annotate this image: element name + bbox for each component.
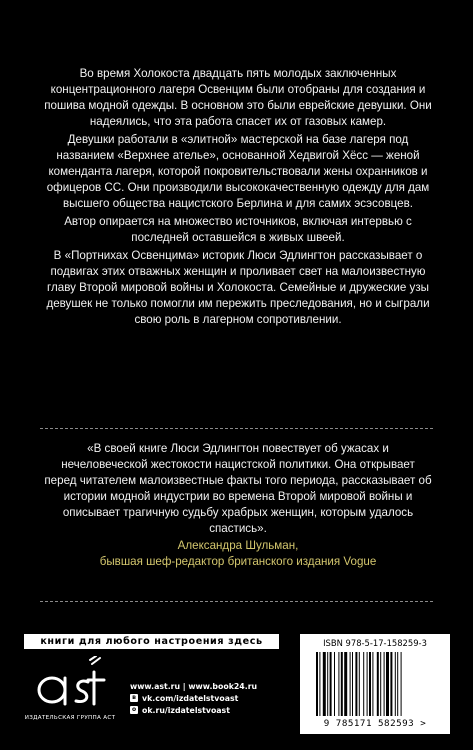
vk-icon: в — [130, 694, 138, 702]
description-paragraph-4: В «Портнихах Освенцима» историк Люси Эдлингтон рассказывает о подвигах этих отважных женщин и проливает свет на малоизвестную главу Второй мировой войны и Холокоста. Семейные и дружеские узы девушек не только помогли им пережить преследования, но и сыграли свою роль в лагерном сопротивлении. — [46, 249, 430, 326]
barcode-number: 9 785171 582593 > — [323, 718, 427, 729]
description-paragraph-1: Во время Холокоста двадцать пять молодых заключенных концентрационного лагеря Освенцим были отобраны для создания и пошива модной одежды. В основном это были еврейские девушки. Они надеялись, что эта работа спасет их от газовых камер. — [44, 67, 432, 128]
quote-attribution — [44, 538, 432, 570]
description-paragraph-3: Автор опирается на множество источников, включая интервью с последней оставшейся в живых швеей. — [64, 215, 412, 244]
website-link-text[interactable]: www.ast.ru | www.book24.ru — [130, 681, 258, 691]
vk-link[interactable] — [130, 692, 290, 704]
quote-author-title: бывшая шеф-редактор британского издания Vogue — [99, 555, 377, 568]
ok-link[interactable] — [130, 704, 290, 716]
book-description — [44, 66, 432, 330]
ast-logo — [30, 656, 110, 714]
review-quote: «В своей книге Люси Эдлингтон повествует об ужасах и нечеловеческой жестокости нацистской политики. Она открывает перед читателем малоизвестные факты того периода, рассказывает об истории модной индустрии во времена Второй мировой войны и описывает трагичную судьбу храбрых женщин, которым удалось спастись». — [44, 442, 432, 535]
tagline-banner: книги для любого настроения здесь — [24, 634, 279, 649]
barcode-icon — [314, 652, 436, 718]
quote-author: Александра Шульман, — [177, 539, 299, 552]
barcode-panel — [300, 634, 450, 734]
vk-link-text[interactable]: vk.com/izdatelstvoast — [142, 693, 239, 703]
ok-icon: о — [131, 706, 137, 713]
description-paragraph-2: Девушки работали в «элитной» мастерской на базе лагеря под названием «Верхнее ателье», основанной Хедвигой Хёсс — женой коменданта лагеря, которой покровительствовали жены охранников и офицеров СС. Они производили высококачественную одежду для дам высшего общества нацистского Берлина и для самих эсэсовцев. — [46, 133, 430, 210]
publisher-links — [130, 680, 290, 716]
divider-top — [40, 428, 433, 429]
ok-link-text[interactable]: ok.ru/izdatelstvoast — [142, 705, 230, 715]
website-link[interactable] — [130, 680, 290, 692]
divider-bottom — [40, 601, 433, 602]
isbn-text: ISBN 978-5-17-158259-3 — [323, 638, 427, 648]
publisher-name: ИЗДАТЕЛЬСКАЯ ГРУППА АСТ — [24, 715, 116, 721]
